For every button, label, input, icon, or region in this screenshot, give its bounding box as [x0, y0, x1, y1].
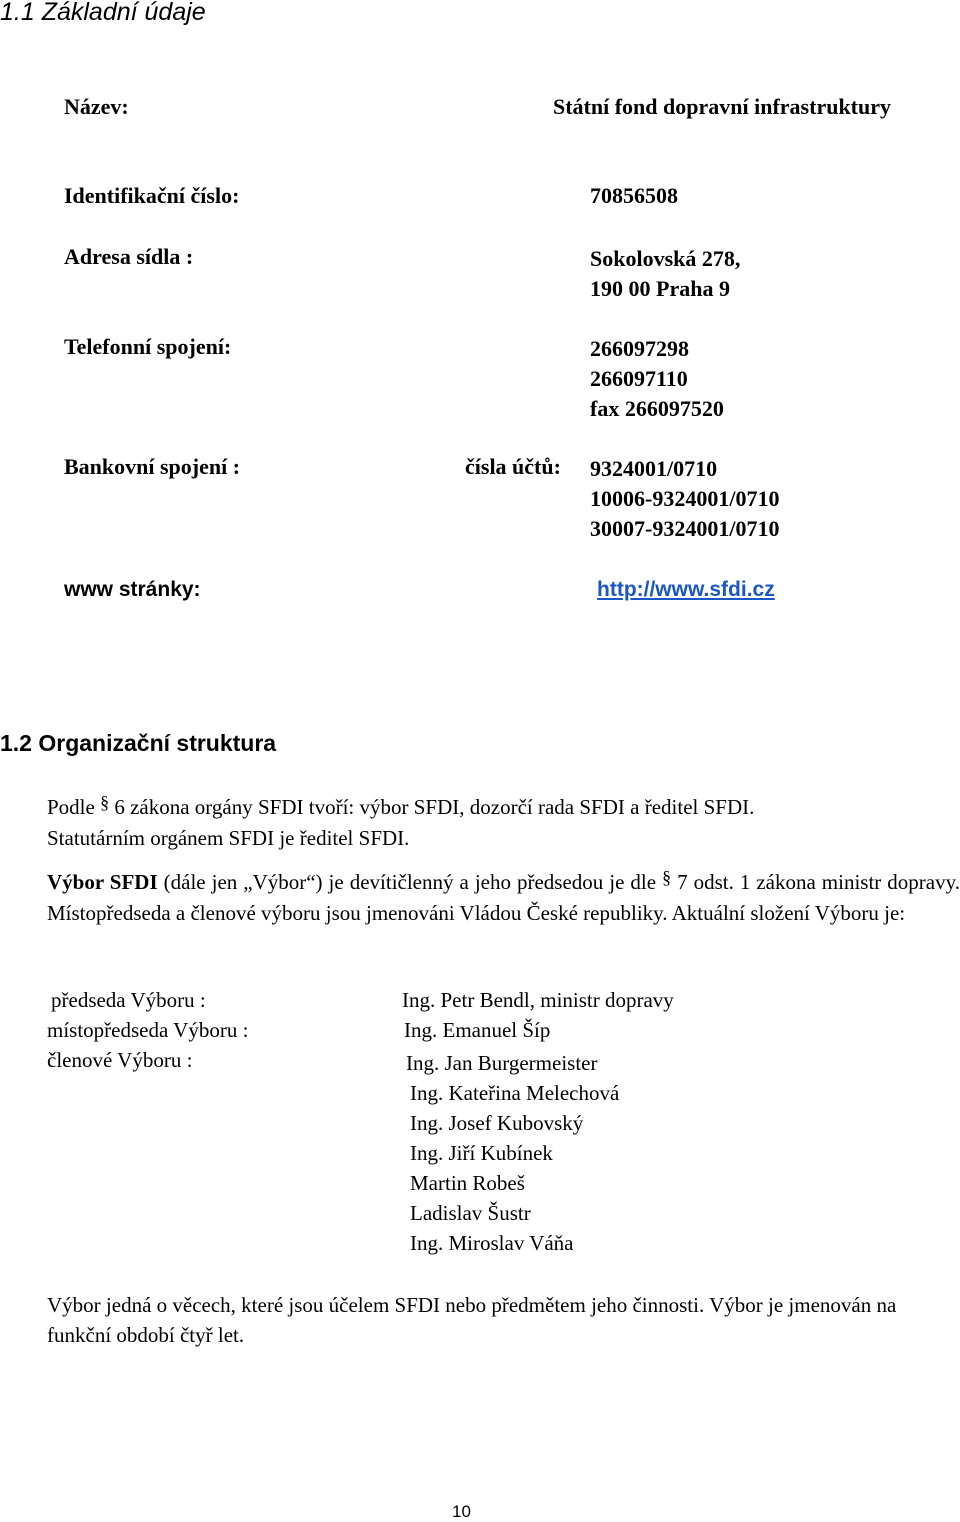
- telefon-line-2: 266097110: [590, 366, 688, 391]
- member-item: Ing. Kateřina Melechová: [410, 1081, 620, 1105]
- name-mistopredseda: Ing. Emanuel Šíp: [404, 1018, 551, 1042]
- adresa-line-2: 190 00 Praha 9: [590, 276, 730, 301]
- label-mistopredseda: místopředseda Výboru :: [47, 1018, 249, 1042]
- value-nazev: Státní fond dopravní infrastruktury: [553, 94, 892, 119]
- bank-line-2: 10006-9324001/0710: [590, 486, 780, 511]
- committee-name-bold: Výbor SFDI: [47, 870, 158, 894]
- section-symbol-2: §: [662, 867, 672, 887]
- paragraph-org-bodies: [47, 792, 960, 853]
- label-telefon: Telefonní spojení:: [64, 334, 232, 359]
- member-item: Martin Robeš: [410, 1171, 525, 1195]
- label-www: www stránky:: [64, 578, 201, 601]
- label-adresa: Adresa sídla :: [64, 244, 194, 269]
- label-clenove: členové Výboru :: [47, 1048, 193, 1072]
- section-symbol: §: [100, 792, 110, 812]
- value-bank: [590, 454, 779, 544]
- bank-prefix: čísla účtů:: [465, 454, 561, 479]
- member-list: [406, 1048, 619, 1258]
- member-item: Ing. Josef Kubovský: [410, 1111, 584, 1135]
- bank-line-3: 30007-9324001/0710: [590, 516, 780, 541]
- adresa-line-1: Sokolovská 278,: [590, 246, 741, 271]
- bank-line-1: 9324001/0710: [590, 456, 718, 481]
- para2-part-a: (dále jen „Výbor“) je devítičlenný a jeho předsedou je dle: [157, 870, 663, 894]
- para1-rest: 6 zákona orgány SFDI tvoří: výbor SFDI, dozorčí rada SFDI a ředitel SFDI.: [114, 795, 755, 819]
- page-number: 10: [452, 1502, 471, 1521]
- name-predseda: Ing. Petr Bendl, ministr dopravy: [402, 988, 674, 1012]
- value-adresa: [590, 244, 740, 304]
- telefon-line-1: 266097298: [590, 336, 689, 361]
- paragraph-committee: [47, 867, 960, 928]
- label-ico: Identifikační číslo:: [64, 183, 240, 208]
- member-item: Ing. Jiří Kubínek: [410, 1141, 553, 1165]
- telefon-line-3: fax 266097520: [590, 396, 724, 421]
- para2-part-b: 7 odst. 1 zákona ministr dopravy. Místopředseda a členové výboru jsou jmenováni Vládou České republiky. Aktuální složení Výboru je:: [47, 870, 960, 925]
- label-nazev: Název:: [64, 94, 129, 119]
- member-item: Ing. Miroslav Váňa: [410, 1231, 574, 1255]
- section-heading-basic-info: 1.1 Základní údaje: [0, 0, 206, 26]
- section-heading-org-structure: 1.2 Organizační struktura: [0, 730, 277, 756]
- member-item: Ing. Jan Burgermeister: [406, 1051, 598, 1075]
- label-bank: Bankovní spojení :: [64, 454, 241, 479]
- para1-line2: Statutárním orgánem SFDI je ředitel SFDI.: [47, 826, 410, 850]
- para1-lead: Podle: [47, 795, 95, 819]
- website-link[interactable]: http://www.sfdi.cz: [597, 578, 775, 601]
- label-predseda: předseda Výboru :: [51, 988, 206, 1012]
- value-ico: 70856508: [590, 183, 678, 208]
- paragraph-closing: Výbor jedná o věcech, které jsou účelem SFDI nebo předmětem jeho činnosti. Výbor je jmenován na funkční období čtyř let.: [47, 1293, 897, 1347]
- member-item: Ladislav Šustr: [410, 1201, 531, 1225]
- value-telefon: [590, 334, 724, 424]
